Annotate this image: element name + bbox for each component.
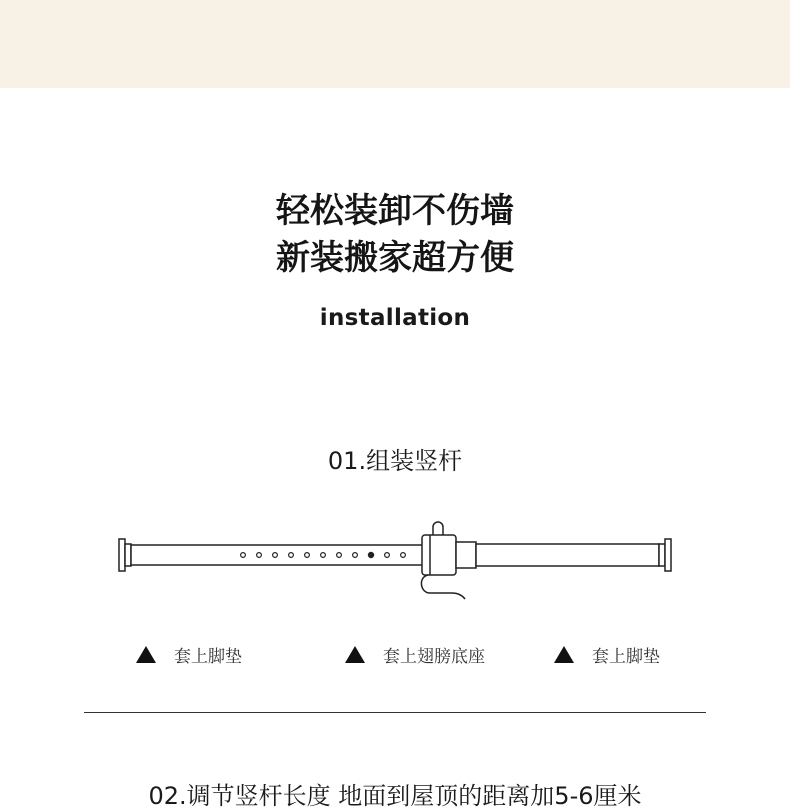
right-cap xyxy=(659,544,665,566)
hole xyxy=(337,553,342,558)
step-1-title: 01.组装竖杆 xyxy=(327,447,463,475)
section-divider xyxy=(84,712,706,713)
caption-text: 套上翅膀底座 xyxy=(383,646,485,667)
triangle-up-icon xyxy=(554,646,574,663)
hole xyxy=(305,553,310,558)
rod-diagram xyxy=(112,515,682,610)
right-foot-pad xyxy=(665,539,671,571)
hole xyxy=(273,553,278,558)
left-foot-pad xyxy=(119,539,125,571)
hole xyxy=(353,553,358,558)
hole xyxy=(241,553,246,558)
caption-text: 套上脚垫 xyxy=(592,646,660,667)
headline-line-2: 新装搬家超方便 xyxy=(276,238,514,278)
outer-tube xyxy=(476,544,659,566)
caption-foot-pad-left xyxy=(136,642,242,666)
section-subtitle: installation xyxy=(319,305,471,331)
hole xyxy=(289,553,294,558)
hole-active xyxy=(368,552,373,557)
hole xyxy=(401,553,406,558)
caption-foot-pad-right xyxy=(554,642,660,666)
hole xyxy=(385,553,390,558)
step-2-title: 02.调节竖杆长度 地面到屋顶的距离加5-6厘米 xyxy=(148,782,642,810)
wing-hook xyxy=(421,575,465,599)
wing-base xyxy=(422,535,456,575)
headline-line-1: 轻松装卸不伤墙 xyxy=(276,191,514,231)
triangle-up-icon xyxy=(345,646,365,663)
hole xyxy=(257,553,262,558)
top-banner xyxy=(0,0,790,88)
caption-text: 套上脚垫 xyxy=(174,646,242,667)
wing-base-collar xyxy=(456,542,476,568)
hole xyxy=(321,553,326,558)
triangle-up-icon xyxy=(136,646,156,663)
caption-wing-base xyxy=(345,642,485,666)
left-cap xyxy=(125,544,131,566)
